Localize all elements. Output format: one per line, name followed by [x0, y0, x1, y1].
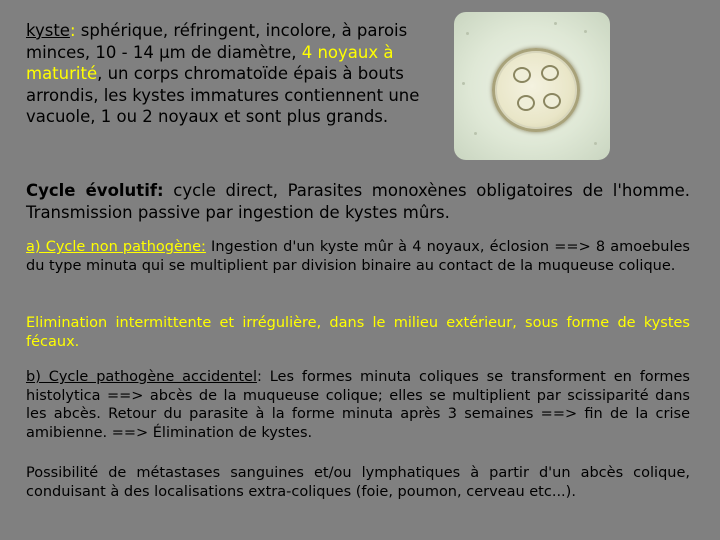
micrograph-image: [454, 12, 610, 160]
elimination-paragraph: Elimination intermittente et irrégulière, dans le milieu extérieur, sous forme de kystes fécaux.: [26, 315, 690, 350]
cycle-label: Cycle évolutif:: [26, 181, 164, 200]
cyst-text-2: , un corps chromatoïde épais à bouts arrondis, les kystes immatures contiennent une vacuole, 1 ou 2 noyaux et sont plus grands.: [26, 64, 420, 126]
cyst-description: [26, 20, 456, 128]
cyst-highlight: 4 noyaux à maturité: [26, 42, 394, 83]
nucleus-icon: [541, 65, 559, 81]
cycle-a-text: Ingestion d'un kyste mûr à 4 noyaux, éclosion ==> 8 amoebules du type minuta qui se multiplient par division binaire au contact de la muqueuse colique.: [26, 239, 690, 274]
cyst-text-1: sphérique, réfringent, incolore, à parois minces, 10 - 14 µm de diamètre,: [26, 21, 408, 62]
cycle-text: cycle direct, Parasites monoxènes obligatoires de l'homme. Transmission passive par ingestion de kystes mûrs.: [26, 181, 690, 222]
cyst-shape: [492, 48, 580, 132]
cycle-b-label: b) Cycle pathogène accidentel: [26, 369, 257, 385]
cycle-paragraph: [26, 180, 690, 223]
cyst-term: kyste: [26, 21, 70, 40]
nucleus-icon: [517, 95, 535, 111]
cyst-colon: :: [69, 21, 76, 40]
cycle-a-paragraph: [26, 238, 690, 275]
nucleus-icon: [513, 67, 531, 83]
cycle-b-paragraph: [26, 368, 690, 442]
cycle-a-label: a) Cycle non pathogène:: [26, 239, 206, 255]
cycle-b-text: : Les formes minuta coliques se transforment en formes histolytica ==> abcès de la muqueuse colique; elles se multiplient par scissiparité dans les abcès. Retour du parasite à la forme minuta après 3 semaines ==> fin de la crise amibienne. ==> Élimination de kystes.: [26, 369, 690, 441]
possibility-paragraph: Possibilité de métastases sanguines et/ou lymphatiques à partir d'un abcès colique, conduisant à des localisations extra-coliques (foie, poumon, cerveau etc...).: [26, 465, 690, 500]
nucleus-icon: [543, 93, 561, 109]
